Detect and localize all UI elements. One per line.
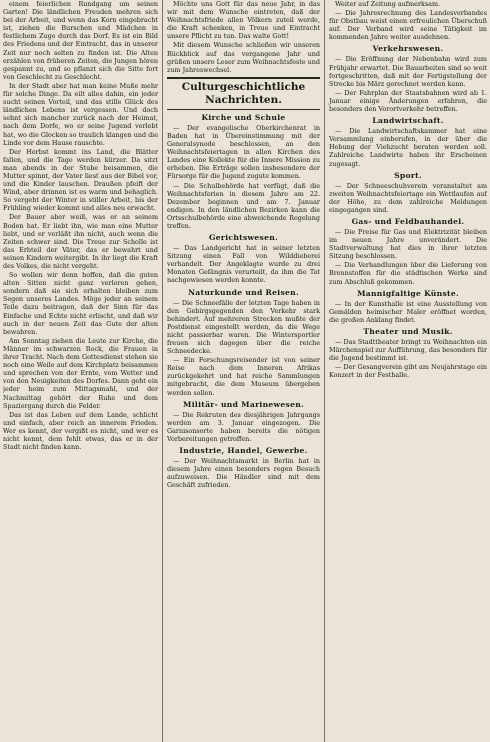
section-heading: Naturkunde und Reisen. [188,287,299,297]
section-paragraph: — Die Eröffnung der Nebenbahn wird zum Frühjahr erwartet. Die Bauarbeiten sind so weit fortgeschritten, daß mit der Fertigstellung der Strecke bis März gerechnet werden kann. [329,55,487,88]
intro-paragraph: Mit diesem Wunsche schließen wir unseren Rückblick auf das vergangene Jahr und grüßen unsere Leser zum Weihnachtsfeste und zum Jahreswechsel. [167,41,320,74]
section-paragraph: — Der Gesangverein gibt am Neujahrstage ein Konzert in der Festhalle. [329,363,487,380]
section-paragraph: — Der evangelische Oberkirchenrat in Baden hat in Übereinstimmung mit der Generalsynode beschlossen, an den Weihnachtsfeiertagen in allen Kirchen des Landes eine Kollekte für die Innere Mission zu erheben. Die Erträge sollen insbesondere der Fürsorge für die Jugend zugute kommen. [167,123,320,181]
section-heading: Militär- und Marinewesen. [183,399,304,409]
column-right [325,0,487,742]
section-heading: Mannigfaltige Künste. [357,288,459,298]
section-heading: Verkehrswesen. [372,44,444,54]
section-paragraph: — Die Schneefälle der letzten Tage haben in den Gebirgsgegenden den Verkehr stark behindert. Auf mehreren Strecken mußte der Postdienst eingestellt werden, da die Wege nicht passierbar waren. Die Wintersportler freuen sich dagegen über die reiche Schneedecke. [167,298,320,356]
section-paragraph: — In der Kunsthalle ist eine Ausstellung von Gemälden heimischer Maler eröffnet worden, die großen Anklang findet. [329,299,487,324]
intro-paragraph: Möchte uns Gott für das neue Jahr, in das wir mit dem Wunsche eintreten, daß der Weihnachtsfriede allen Völkern zuteil werde, die Kraft schenken, in Treue und Eintracht unsere Pflicht zu tun. Das walte Gott! [167,0,320,41]
section-heading: Gas- und Feldbauhandel. [351,216,465,226]
article-paragraph: Der Bauer aber weiß, was er an seinem Boden hat. Er liebt ihn, wie man eine Mutter liebt, und er verläßt ihn nicht, auch wenn die Zeiten schwer sind. Die Treue zur Scholle ist das Erbteil der Väter, das er bewahrt und seinen Kindern weitergibt. In ihr liegt die Kraft des Volkes, die nicht vergeht. [3,213,158,270]
section-heading: Industrie, Handel, Gewerbe. [179,446,308,456]
section-paragraph: — Das Stadttheater bringt zu Weihnachten ein Märchenspiel zur Aufführung, das besonders für die Jugend bestimmt ist. [329,337,487,363]
section-paragraph: — Der Schneeschuhverein veranstaltet am zweiten Weihnachtsfeiertage ein Wettlaufen auf der Höhe, zu dem zahlreiche Meldungen eingegangen sind. [329,181,487,214]
section-heading: Sport. [394,170,422,180]
article-paragraph: Am Sonntag ziehen die Leute zur Kirche, die Männer im schwarzen Rock, die Frauen in ihrer Tracht. Nach dem Gottesdienst stehen sie noch eine Weile auf dem Kirchplatz beisammen und sprechen von der Ernte, vom Wetter und von den Neuigkeiten des Dorfes. Dann geht ein jeder heim zum Mittagsmahl, und der Nachmittag gehört der Ruhe und dem Spaziergang durch die Felder. [3,336,158,410]
article-paragraph: In der Stadt aber hat man keine Muße mehr für solche Dinge. Da eilt alles dahin, ein jeder sucht seinen Vorteil, und das stille Glück des ländlichen Lebens ist vergessen. Und doch sehnt sich mancher zurück nach der Heimat, nach dem Dorfe, wo er seine Jugend verlebt hat, wo die Glocken so traulich klangen und die Linde vor dem Hause rauschte. [3,81,158,147]
section-paragraph: — Die Landwirtschaftskammer hat eine Versammlung einberufen, in der über die Hebung der Viehzucht beraten werden soll. Zahlreiche Landwirte haben ihr Erscheinen zugesagt. [329,127,487,168]
section-heading: Theater und Musik. [363,326,453,336]
section-paragraph: — Die Schulbehörde hat verfügt, daß die Weihnachtsferien in diesem Jahre am 22. Dezember beginnen und am 7. Januar endigen. In den ländlichen Bezirken kann die Ortsschulbehörde eine abweichende Regelung treffen. [167,181,320,230]
article-paragraph: Das ist das Leben auf dem Lande, schlicht und einfach, aber reich an innerem Frieden. Wer es kennt, der vergißt es nicht, und wer es nicht kennt, dem fehlt etwas, das er in der Stadt nicht finden kann. [3,410,158,452]
section-paragraph: — Der Weihnachtsmarkt in Berlin hat in diesem Jahre einen besonders regen Besuch aufzuweisen. Die Händler sind mit dem Geschäft zufrieden. [167,457,320,490]
section-paragraph: — Der Fahrplan der Staatsbahnen wird ab 1. Januar einige Änderungen erfahren, die besonders den Vorortverkehr betreffen. [329,88,487,114]
article-paragraph: einem feierlichen Rundgang um seinen Garten! Die ländlichen Freuden mehren sich bei der Arbeit, und wenn das Korn eingebracht ist, ziehen die Burschen und Mädchen in festlichem Zuge durch das Dorf. Es ist ein Bild des Friedens und der Eintracht, das in unserer Zeit nur noch selten zu finden ist. Die Alten erzählen von früheren Zeiten, die Jungen hören gespannt zu, und so pflanzt sich die Sitte fort von Geschlecht zu Geschlecht. [3,0,158,81]
section-heading: Gerichtswesen. [209,233,278,243]
column-left [3,0,163,742]
section-paragraph: — Das Landgericht hat in seiner letzten Sitzung einen Fall von Wilddieberei verhandelt. Der Angeklagte wurde zu drei Monaten Gefängnis verurteilt, da ihm die Tat nachgewiesen werden konnte. [167,244,320,285]
section-paragraph: — Die Verhandlungen über die Lieferung von Brennstoffen für die städtischen Werke sind zum Abschluß gekommen. [329,261,487,286]
article-paragraph: Der Herbst kommt ins Land, die Blätter fallen, und die Tage werden kürzer. Da sitzt man abends in der Stube beisammen, die Mutter spinnt, der Vater liest aus der Bibel vor, und die Kinder lauschen. Draußen pfeift der Wind, aber drinnen ist es warm und behaglich. So vergeht der Winter in stiller Arbeit, bis der Frühling wieder kommt und alles neu erwacht. [3,147,158,213]
article-paragraph: — Die Jahresrechnung des Landesverbandes für Obstbau weist einen erfreulichen Überschuß auf. Der Verband wird seine Tätigkeit im kommenden Jahre weiter ausdehnen. [329,9,487,42]
column-middle [163,0,325,742]
article-paragraph: So wollen wir denn hoffen, daß die guten alten Sitten nicht ganz verloren gehen, sondern daß sie sich erhalten bleiben zum Segen unseres Landes. Möge jeder an seinem Teile dazu beitragen, daß der Sinn für das Einfache und Echte nicht erlischt, und daß wir auch in der neuen Zeit das Gute der alten bewahren. [3,271,158,336]
section-paragraph: — Ein Forschungsreisender ist von seiner Reise nach dem Inneren Afrikas zurückgekehrt und hat reiche Sammlungen mitgebracht, die dem Museum übergeben werden sollen. [167,356,320,397]
section-heading: Kirche und Schule [201,112,286,122]
feature-heading: Culturgeschichtliche Nachrichten. [167,77,320,110]
section-paragraph: — Die Preise für Gas und Elektrizität bleiben im neuen Jahre unverändert. Die Stadtverwaltung hat dies in ihrer letzten Sitzung beschlossen. [329,227,487,261]
section-heading: Landwirtschaft. [372,116,444,126]
section-paragraph: — Die Rekruten des diesjährigen Jahrgangs werden am 3. Januar eingezogen. Die Garnisonsorte haben bereits die nötigen Vorbereitungen getroffen. [167,410,320,443]
article-paragraph: Weiter auf Zeitung aufmerksam. [335,0,441,8]
